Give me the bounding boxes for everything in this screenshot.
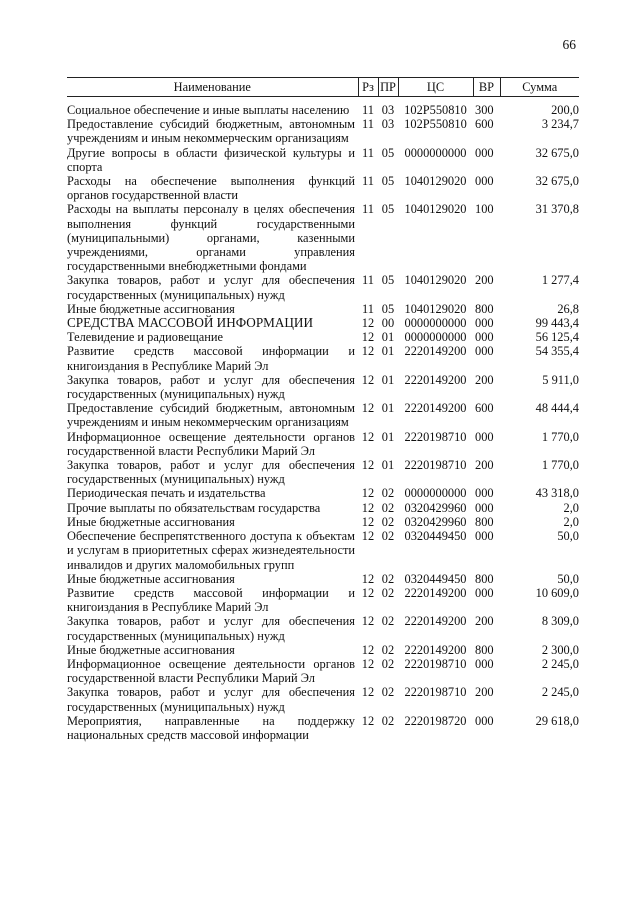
row-rz: 12 [361,344,375,359]
row-pr: 02 [381,614,395,629]
row-pr: 01 [381,429,395,444]
row-name: Расходы на выплаты персоналу в целях обеспечения выполнения функций государственными (муниципальными) органами, казенными учреждениями, органами управления государственными внебюджетными фондами [67,202,355,274]
row-rz: 12 [361,614,375,629]
row-cs: 102P550810 [404,103,467,117]
row-sum: 31 370,8 [535,202,579,217]
row-sum: 1 277,4 [541,273,579,288]
row-name: Закупка товаров, работ и услуг для обеспечения государственных (муниципальных) нужд [67,614,355,643]
header-cs: ЦС [398,78,473,97]
row-vr: 200 [475,685,494,700]
table-row [67,97,579,118]
row-name: Расходы на обеспечение выполнения функций органов государственной власти [67,174,355,203]
row-vr: 200 [475,614,494,629]
table-row [67,430,579,458]
row-cs: 2220198710 [404,458,467,473]
row-vr: 000 [475,713,494,728]
row-vr: 000 [475,500,494,515]
row-name: Иные бюджетные ассигнования [67,514,235,529]
row-sum: 48 444,4 [535,401,579,416]
row-cs: 0000000000 [404,145,467,160]
row-name: Обеспечение беспрепятственного доступа к объектам и услугам в приоритетных сферах жизнедеятельности инвалидов и других маломобильных групп [67,529,355,572]
row-rz: 12 [361,656,375,671]
row-sum: 2,0 [563,514,579,529]
row-name: Иные бюджетные ассигнования [67,301,235,316]
row-pr: 02 [381,713,395,728]
row-name: Предоставление субсидий бюджетным, автономным учреждениям и иным некоммерческим организациям [67,117,355,146]
row-sum: 2,0 [563,500,579,515]
header-pr: ПР [378,78,398,97]
row-sum: 50,0 [557,571,579,586]
row-cs: 2220198720 [404,713,467,728]
row-name: Предоставление субсидий бюджетным, автономным учреждениям и иным некоммерческим организациям [67,401,355,430]
row-rz: 11 [362,145,374,160]
row-cs: 0320429960 [404,514,467,529]
row-cs: 0000000000 [404,486,467,501]
row-pr: 03 [381,103,395,117]
row-cs: 2220149200 [404,614,467,629]
row-name: Иные бюджетные ассигнования [67,642,235,657]
row-vr: 600 [475,117,494,132]
row-sum: 29 618,0 [535,713,579,728]
row-pr: 02 [381,500,395,515]
row-name: Периодическая печать и издательства [67,486,266,501]
row-rz: 12 [361,458,375,473]
row-cs: 2220198710 [404,685,467,700]
table-row [67,586,579,614]
table-row [67,529,579,572]
row-pr: 00 [381,316,395,331]
row-vr: 000 [475,656,494,671]
row-sum: 2 300,0 [541,642,579,657]
row-name: Информационное освещение деятельности органов государственной власти Республики Марий Эл [67,656,355,686]
row-vr: 000 [475,486,494,501]
row-cs: 0000000000 [404,316,467,331]
row-cs: 0320449450 [404,571,467,586]
row-rz: 12 [361,571,375,586]
row-rz: 12 [361,529,375,544]
table-row [67,458,579,486]
row-pr: 05 [381,202,395,217]
row-vr: 100 [475,202,494,217]
row-rz: 12 [361,514,375,529]
table-row [67,614,579,642]
row-rz: 12 [361,316,375,331]
row-rz: 12 [361,330,375,345]
row-sum: 50,0 [557,529,579,544]
row-vr: 300 [475,103,494,117]
row-name: Закупка товаров, работ и услуг для обеспечения государственных (муниципальных) нужд [67,372,355,402]
row-name: СРЕДСТВА МАССОВОЙ ИНФОРМАЦИИ [67,315,313,331]
row-pr: 02 [381,642,395,657]
row-vr: 000 [475,529,494,544]
row-rz: 12 [361,642,375,657]
row-rz: 12 [361,429,375,444]
row-name: Закупка товаров, работ и услуг для обеспечения государственных (муниципальных) нужд [67,273,355,302]
row-pr: 02 [381,486,395,501]
page-number: 66 [562,37,576,52]
row-rz: 12 [361,486,375,501]
table-row [67,685,579,713]
row-rz: 11 [362,174,374,189]
row-cs: 2220198710 [404,656,467,671]
row-cs: 2220198710 [404,429,467,444]
table-header [67,78,579,97]
table-row [67,486,579,500]
table-row [67,373,579,401]
row-vr: 200 [475,372,494,387]
row-rz: 11 [362,202,374,217]
row-vr: 000 [475,145,494,160]
table-row [67,344,579,372]
row-pr: 02 [381,514,395,529]
table-row [67,657,579,685]
row-name: Информационное освещение деятельности органов государственной власти Республики Марий Эл [67,429,355,458]
row-name: Телевидение и радиовещание [67,330,224,345]
row-cs: 2220149200 [404,401,467,416]
row-pr: 02 [381,585,395,600]
row-rz: 11 [362,103,374,117]
row-sum: 26,8 [557,301,579,316]
row-pr: 02 [381,685,395,700]
table-body [67,97,579,743]
row-sum: 200,0 [551,103,579,117]
row-vr: 800 [475,514,494,529]
row-pr: 05 [381,174,395,189]
row-vr: 000 [475,316,494,331]
row-rz: 11 [362,301,374,316]
row-rz: 12 [361,401,375,416]
row-sum: 10 609,0 [535,585,579,600]
table-row [67,643,579,657]
header-name: Наименование [67,78,358,97]
budget-table [67,77,579,742]
row-vr: 800 [475,301,494,316]
row-cs: 1040129020 [404,273,467,288]
row-sum: 43 318,0 [535,486,579,501]
row-vr: 000 [475,429,494,444]
row-vr: 800 [475,642,494,657]
row-pr: 01 [381,401,395,416]
row-rz: 12 [361,685,375,700]
row-sum: 99 443,4 [535,316,579,331]
row-cs: 1040129020 [404,301,467,316]
table-row [67,572,579,586]
row-sum: 54 355,4 [535,344,579,359]
row-sum: 2 245,0 [541,656,579,671]
row-vr: 200 [475,458,494,473]
row-cs: 0320449450 [404,529,467,544]
row-name: Социальное обеспечение и иные выплаты населению [67,103,350,117]
table-row [67,174,579,202]
table-row [67,515,579,529]
row-pr: 01 [381,372,395,387]
row-name: Мероприятия, направленные на поддержку национальных средств массовой информации [67,713,355,742]
row-cs: 2220149200 [404,372,467,387]
header-rz: Рз [358,78,378,97]
header-vr: ВР [473,78,500,97]
row-name: Другие вопросы в области физической культуры и спорта [67,145,355,174]
row-cs: 2220149200 [404,344,467,359]
row-pr: 01 [381,344,395,359]
row-vr: 000 [475,174,494,189]
row-name: Иные бюджетные ассигнования [67,571,235,586]
row-rz: 12 [361,585,375,600]
row-vr: 600 [475,401,494,416]
row-pr: 01 [381,330,395,345]
table-row [67,146,579,174]
row-name: Закупка товаров, работ и услуг для обеспечения государственных (муниципальных) нужд [67,685,355,714]
row-cs: 2220149200 [404,642,467,657]
table-row [67,302,579,316]
row-pr: 05 [381,145,395,160]
row-vr: 000 [475,330,494,345]
row-sum: 56 125,4 [535,330,579,345]
table-row [67,273,579,301]
row-cs: 1040129020 [404,202,467,217]
row-rz: 12 [361,713,375,728]
row-sum: 2 245,0 [541,685,579,700]
row-sum: 32 675,0 [535,174,579,189]
row-sum: 8 309,0 [541,614,579,629]
row-vr: 800 [475,571,494,586]
row-name: Прочие выплаты по обязательствам государства [67,500,321,515]
row-rz: 11 [362,273,374,288]
row-rz: 12 [361,372,375,387]
table-row [67,401,579,429]
row-rz: 11 [362,117,374,132]
row-name: Закупка товаров, работ и услуг для обеспечения государственных (муниципальных) нужд [67,458,355,487]
table-row [67,714,579,742]
row-pr: 02 [381,656,395,671]
table-row [67,501,579,515]
row-sum: 1 770,0 [541,458,579,473]
row-name: Развитие средств массовой информации и книгоиздания в Республике Марий Эл [67,585,355,615]
row-rz: 12 [361,500,375,515]
row-cs: 0000000000 [404,330,467,345]
row-cs: 1040129020 [404,174,467,189]
row-name: Развитие средств массовой информации и книгоиздания в Республике Марий Эл [67,344,355,373]
table-row [67,330,579,344]
row-cs: 102P550810 [404,117,467,132]
table-row [67,117,579,145]
row-sum: 1 770,0 [541,429,579,444]
table-row [67,316,579,330]
row-pr: 05 [381,273,395,288]
row-vr: 000 [475,344,494,359]
header-sum: Сумма [500,78,579,97]
row-pr: 05 [381,301,395,316]
row-sum: 32 675,0 [535,145,579,160]
row-sum: 3 234,7 [541,117,579,132]
row-sum: 5 911,0 [542,372,579,387]
row-pr: 02 [381,529,395,544]
table-row [67,202,579,273]
row-pr: 01 [381,458,395,473]
row-cs: 2220149200 [404,585,467,600]
row-pr: 02 [381,571,395,586]
row-pr: 03 [381,117,395,132]
row-cs: 0320429960 [404,500,467,515]
row-vr: 000 [475,585,494,600]
row-vr: 200 [475,273,494,288]
